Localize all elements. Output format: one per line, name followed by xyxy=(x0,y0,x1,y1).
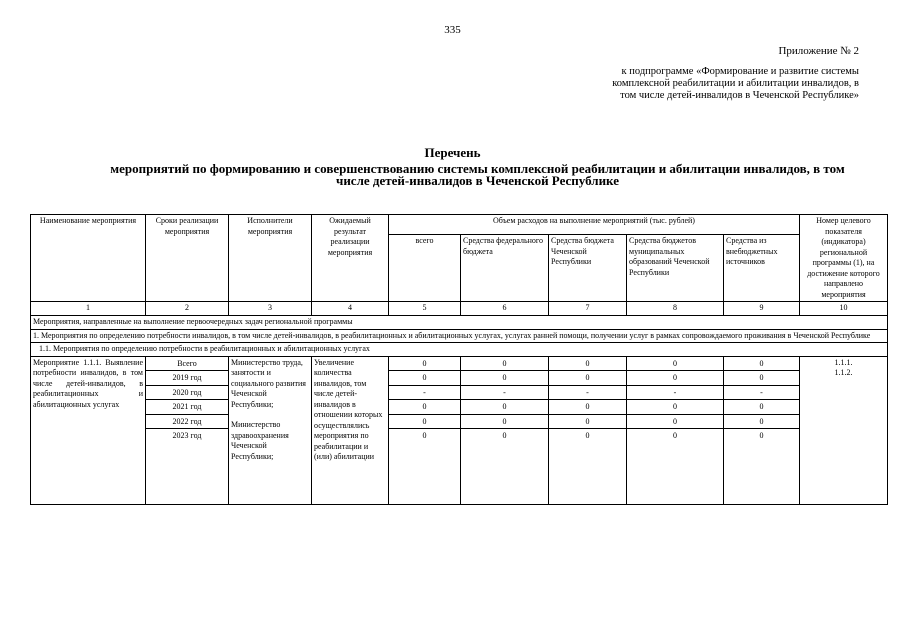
header-expenses-group: Объем расходов на выполнение мероприятий (тыс. рублей) xyxy=(389,215,800,235)
subsubsection-row xyxy=(31,343,888,357)
column-numbers-row xyxy=(31,302,888,316)
amount-cell: 0 xyxy=(673,431,677,440)
amount-cell: 0 xyxy=(549,400,626,415)
header-municipal: Средства бюджетов муниципальных образований Чеченской Республики xyxy=(627,235,724,302)
period-cell: 2023 год xyxy=(172,431,202,440)
measure-extrabudget xyxy=(724,356,800,504)
header-row xyxy=(31,215,888,235)
header-extrabudget: Средства из внебюджетных источников xyxy=(724,235,800,302)
header-name: Наименование мероприятия xyxy=(31,215,146,302)
column-number: 6 xyxy=(461,302,549,316)
measure-expected-result: Увеличение количества инвалидов, том числе детей-инвалидов в отношении которых осуществлялись мероприятия по реабилитации и (или) абилитации xyxy=(312,356,389,504)
amount-cell: 0 xyxy=(724,400,799,415)
section-title: Мероприятия, направленные на выполнение первоочередных задач региональной программы xyxy=(31,316,888,330)
amount-cell: 0 xyxy=(549,414,626,429)
measures-table xyxy=(30,214,888,505)
header-indicator: Номер целевого показателя (индикатора) региональной программы (1), на достижение которого направлено мероприятия xyxy=(800,215,888,302)
executor-ministry-labor: Министерство труда, занятости и социального развития Чеченской Республики; xyxy=(231,357,306,409)
measure-name: Мероприятие 1.1.1. Выявление потребности инвалидов, в том числе детей-инвалидов, в реабилитационных и абилитационных услугах xyxy=(31,356,146,504)
amount-cell: 0 xyxy=(389,414,460,429)
appendix-subtitle: к подпрограмме «Формирование и развитие системы комплексной реабилитации и абилитации инвалидов, в том числе детей-инвалидов в Чеченской Республике» xyxy=(612,66,859,101)
amount-cell: 0 xyxy=(585,431,590,440)
amount-cell: 0 xyxy=(461,414,548,429)
amount-cell: - xyxy=(627,385,723,400)
header-executors: Исполнители мероприятия xyxy=(229,215,312,302)
amount-cell: 0 xyxy=(627,400,723,415)
period-cell: 2022 год xyxy=(146,414,228,429)
document-title: Перечень xyxy=(424,145,481,160)
measure-periods xyxy=(146,356,229,504)
header-republic: Средства бюджета Чеченской Республики xyxy=(549,235,627,302)
header-terms: Сроки реализации мероприятия xyxy=(146,215,229,302)
measure-row xyxy=(31,356,888,504)
subsubsection-title: 1.1. Мероприятия по определению потребности в реабилитационных и абилитационных услугах xyxy=(31,343,888,357)
amount-cell: - xyxy=(549,385,626,400)
measure-municipal xyxy=(627,356,724,504)
amount-cell: 0 xyxy=(389,371,460,386)
column-number: 9 xyxy=(724,302,800,316)
amount-cell: 0 xyxy=(724,414,799,429)
indicator-number: 1.1.2. xyxy=(834,368,853,377)
column-number: 4 xyxy=(312,302,389,316)
amount-cell: 0 xyxy=(389,357,460,371)
amount-cell: 0 xyxy=(461,357,548,371)
amount-cell: - xyxy=(389,385,460,400)
column-number: 7 xyxy=(549,302,627,316)
header-expected-result: Ожидаемый результат реализации мероприятия xyxy=(312,215,389,302)
amount-cell: - xyxy=(461,385,548,400)
period-cell: 2020 год xyxy=(146,385,228,400)
appendix-title: Приложение № 2 xyxy=(778,45,859,57)
column-number: 10 xyxy=(800,302,888,316)
amount-cell: 0 xyxy=(389,400,460,415)
section-row xyxy=(31,316,888,330)
column-number: 8 xyxy=(627,302,724,316)
subsection-row xyxy=(31,329,888,343)
amount-cell: 0 xyxy=(461,371,548,386)
amount-cell: 0 xyxy=(724,357,799,371)
period-cell: 2021 год xyxy=(146,400,228,415)
period-cell: 2019 год xyxy=(146,371,228,386)
amount-cell: 0 xyxy=(627,371,723,386)
amount-cell: 0 xyxy=(549,371,626,386)
document-subtitle: мероприятий по формированию и совершенствованию системы комплексной реабилитации и абилитации инвалидов, в том числе детей-инвалидов в Чеченской Республике xyxy=(110,161,845,188)
amount-cell: 0 xyxy=(502,431,507,440)
amount-cell: 0 xyxy=(627,357,723,371)
measure-indicators xyxy=(800,356,888,504)
executor-ministry-health: Министерство здравоохранения Чеченской Республики; xyxy=(231,420,289,461)
amount-cell: - xyxy=(724,385,799,400)
period-cell: Всего xyxy=(146,357,228,371)
amount-cell: 0 xyxy=(422,431,427,440)
amount-cell: 0 xyxy=(724,371,799,386)
amount-cell: 0 xyxy=(759,431,764,440)
column-number: 2 xyxy=(146,302,229,316)
measure-total xyxy=(389,356,461,504)
measure-executors xyxy=(229,356,312,504)
amount-cell: 0 xyxy=(627,414,723,429)
measure-republic xyxy=(549,356,627,504)
amount-cell: 0 xyxy=(461,400,548,415)
page-number: 335 xyxy=(444,24,461,36)
header-federal: Средства федерального бюджета xyxy=(461,235,549,302)
column-number: 5 xyxy=(389,302,461,316)
column-number: 1 xyxy=(31,302,146,316)
indicator-number: 1.1.1. xyxy=(834,357,853,367)
column-number: 3 xyxy=(229,302,312,316)
header-total: всего xyxy=(389,235,461,302)
measure-federal xyxy=(461,356,549,504)
subsection-title: 1. Мероприятия по определению потребности инвалидов, в том числе детей-инвалидов, в реабилитационных и абилитационных услугах, услугах ранней помощи, получении услуг в рамках сопровождаемого проживания в Чеченской Республике xyxy=(31,329,888,343)
amount-cell: 0 xyxy=(549,357,626,371)
